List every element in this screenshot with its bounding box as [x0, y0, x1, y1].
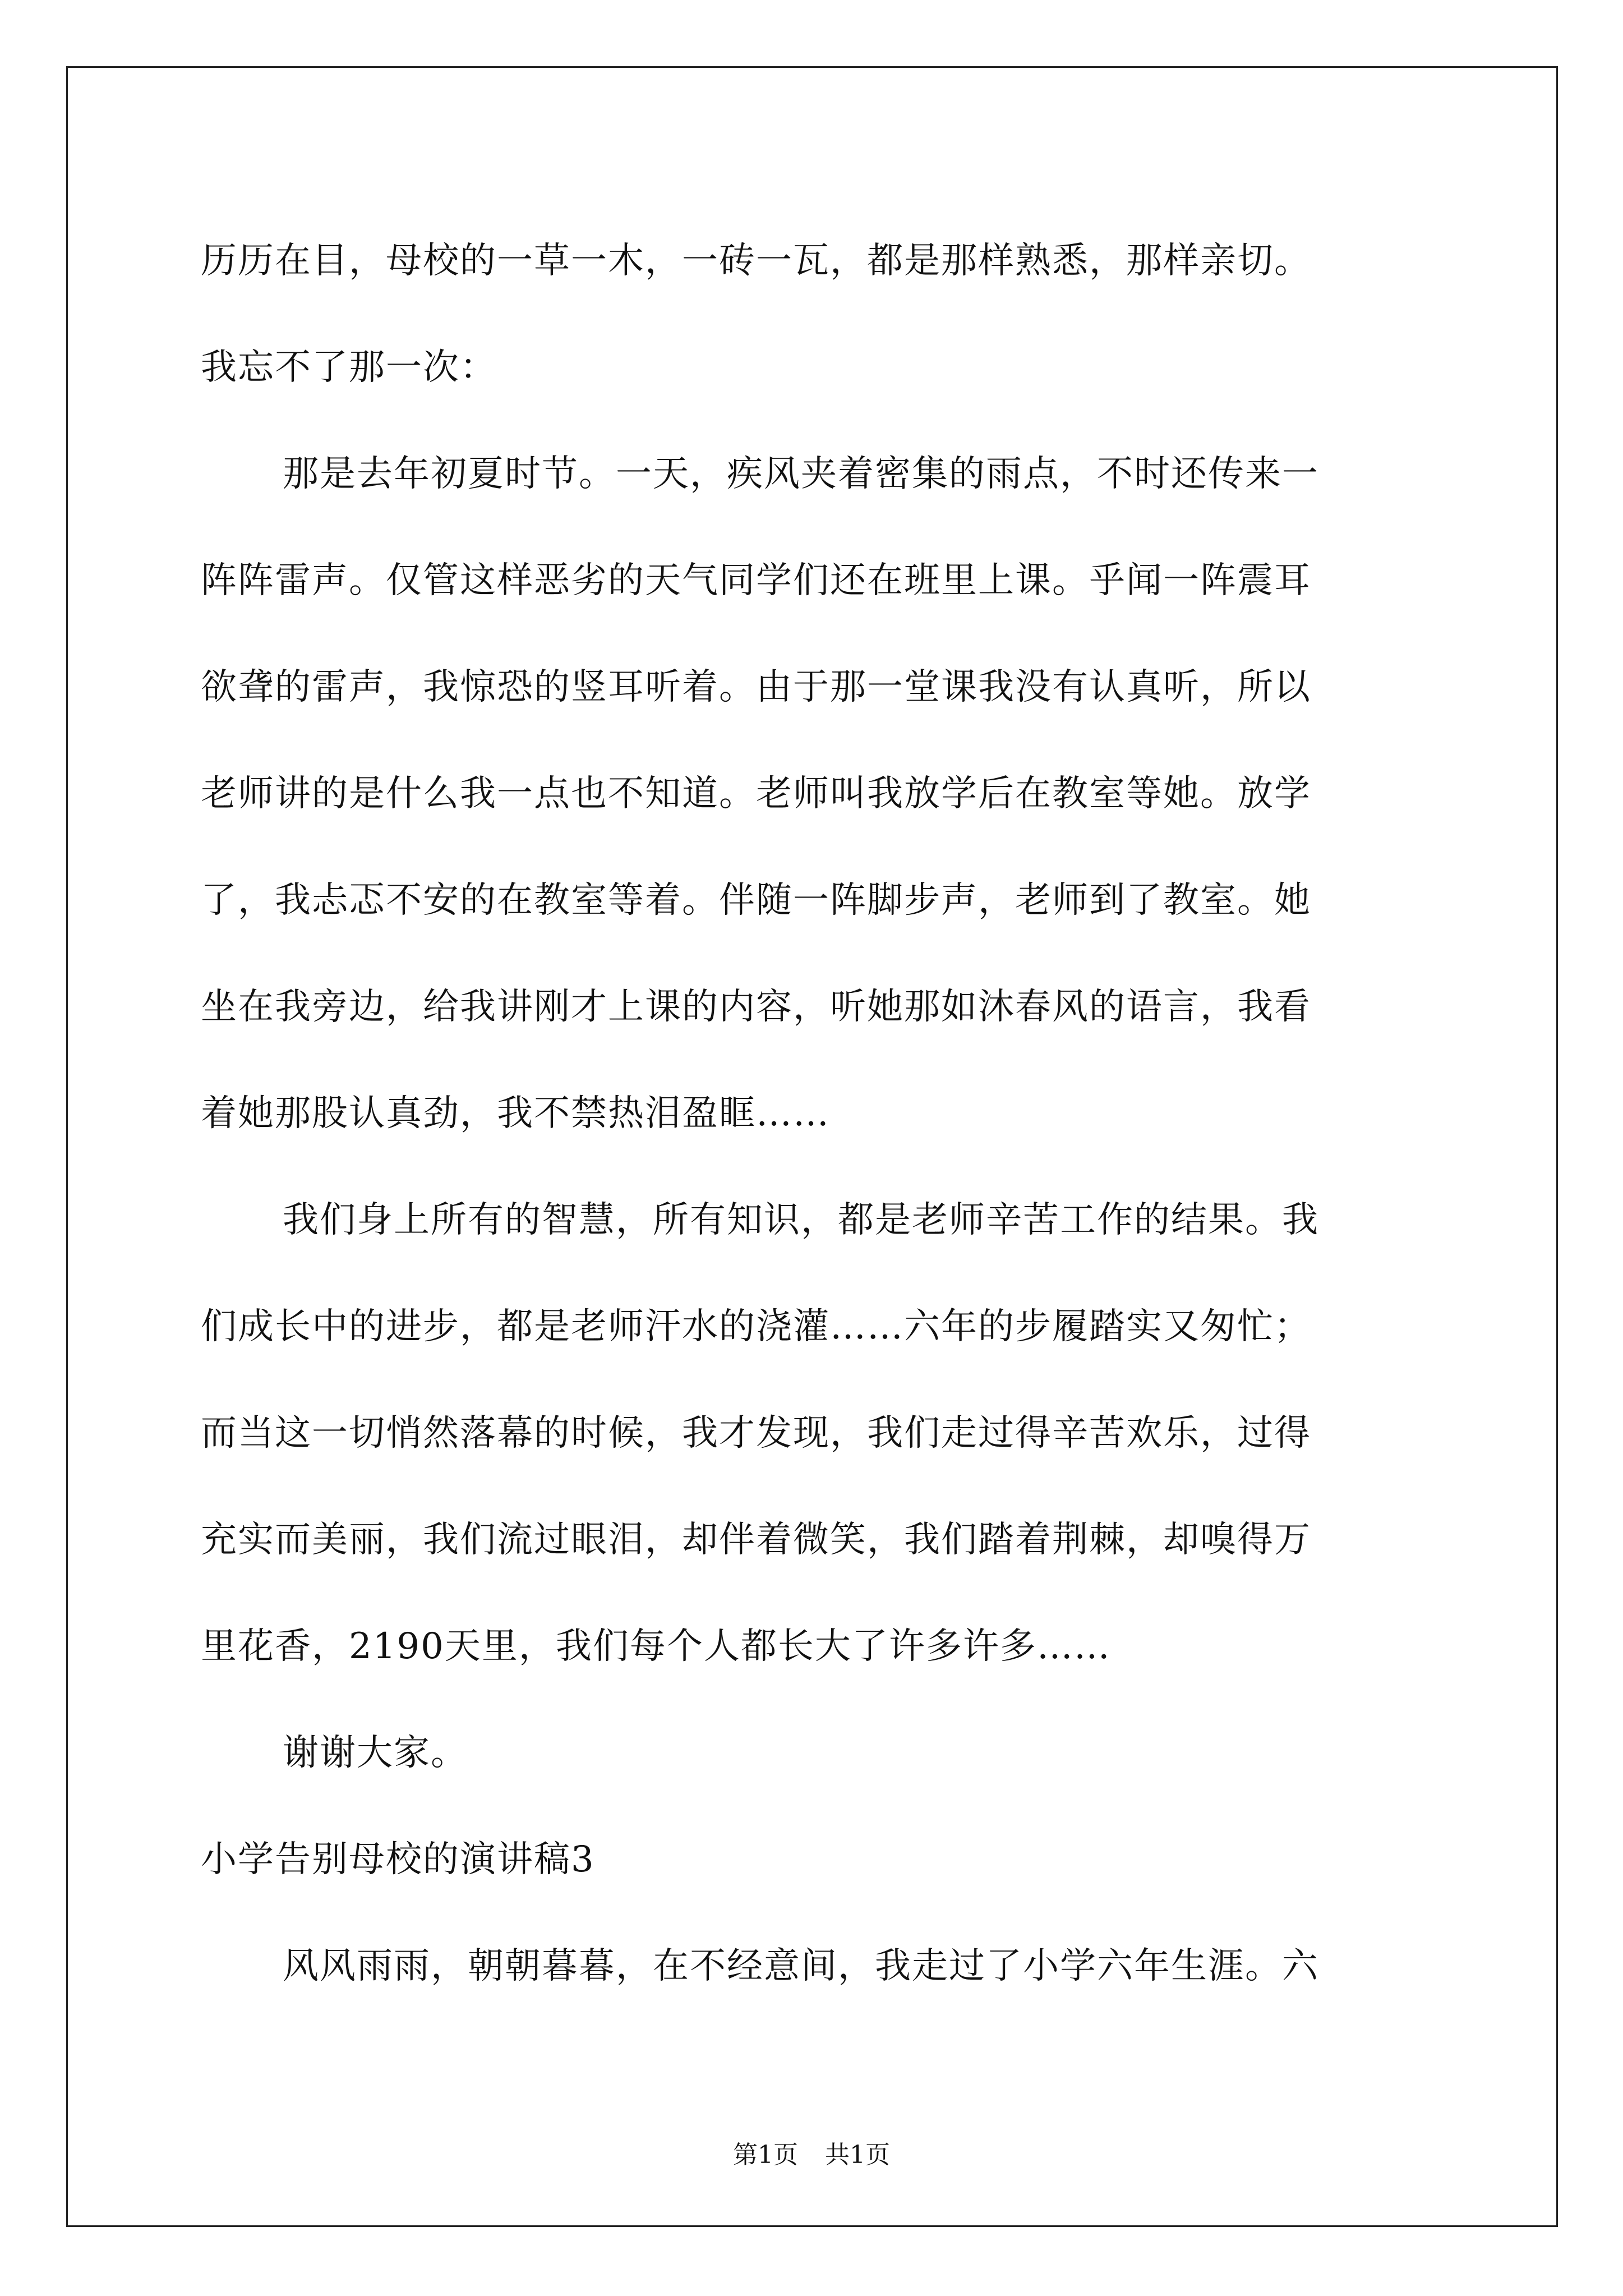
text-line-6: 老师讲的是什么我一点也不知道。老师叫我放学后在教室等她。放学 — [201, 773, 1311, 815]
text-line-17: 风风雨雨，朝朝暮暮，在不经意间，我走过了小学六年生涯。六 — [283, 1945, 1319, 1987]
text-line-5: 欲聋的雷声，我惊恐的竖耳听着。由于那一堂课我没有认真听，所以 — [201, 666, 1311, 708]
text-line-14: 里花香，2190天里，我们每个人都长大了许多许多…… — [201, 1626, 1111, 1667]
page-footer — [0, 2138, 1623, 2172]
text-line-12: 而当这一切悄然落幕的时候，我才发现，我们走过得辛苦欢乐，过得 — [201, 1412, 1311, 1454]
text-line-4: 阵阵雷声。仅管这样恶劣的天气同学们还在班里上课。乎闻一阵震耳 — [201, 560, 1311, 601]
section-heading: 小学告别母校的演讲稿3 — [201, 1839, 595, 1880]
text-line-11: 们成长中的进步，都是老师汗水的浇灌……六年的步履踏实又匆忙； — [201, 1306, 1311, 1347]
text-line-7: 了，我忐忑不安的在教室等着。伴随一阵脚步声，老师到了教室。她 — [201, 880, 1311, 921]
text-line-10: 我们身上所有的智慧，所有知识，都是老师辛苦工作的结果。我 — [283, 1199, 1319, 1241]
text-line-2: 我忘不了那一次： — [201, 347, 497, 388]
page-number: 第1页 — [733, 2141, 798, 2169]
page-total: 共1页 — [825, 2141, 890, 2169]
text-line-15: 谢谢大家。 — [283, 1732, 468, 1774]
text-line-3: 那是去年初夏时节。一天，疾风夹着密集的雨点，不时还传来一 — [283, 453, 1319, 495]
text-line-1: 历历在目，母校的一草一木，一砖一瓦，都是那样熟悉，那样亲切。 — [201, 240, 1311, 282]
document-body — [201, 208, 1429, 2019]
text-line-9: 着她那股认真劲，我不禁热泪盈眶…… — [201, 1093, 830, 1134]
text-line-13: 充实而美丽，我们流过眼泪，却伴着微笑，我们踏着荆棘，却嗅得万 — [201, 1519, 1311, 1561]
text-line-8: 坐在我旁边，给我讲刚才上课的内容，听她那如沐春风的语言，我看 — [201, 986, 1311, 1028]
